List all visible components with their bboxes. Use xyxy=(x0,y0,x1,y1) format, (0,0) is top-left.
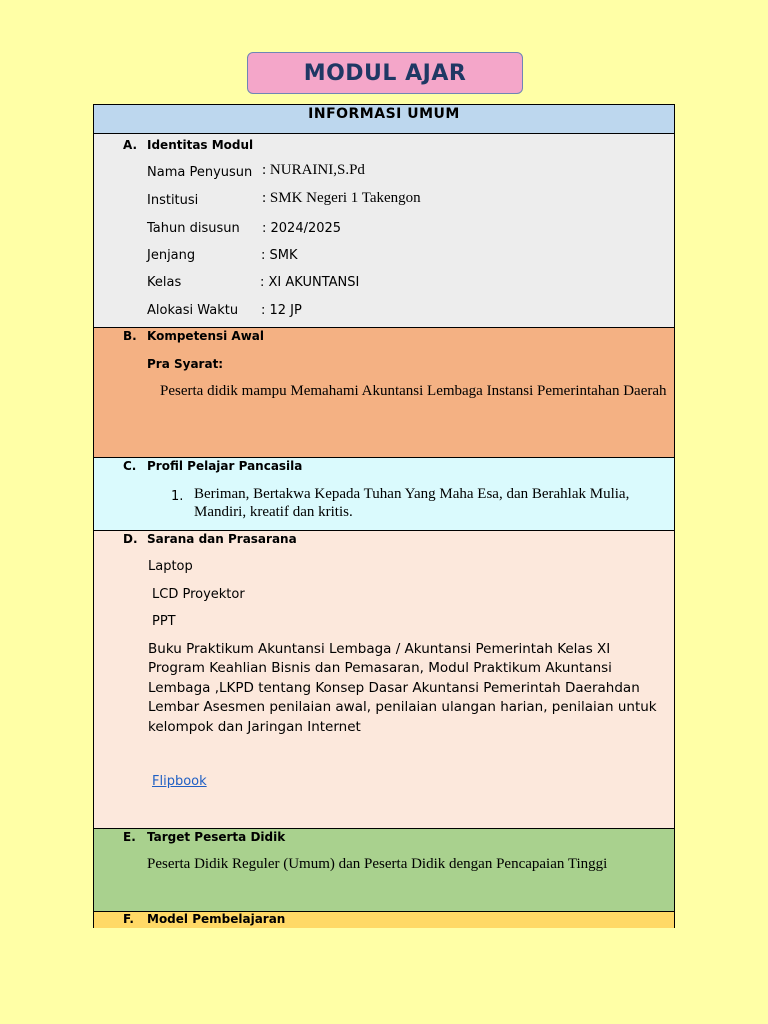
prerequisite-text: Peserta didik mampu Memahami Akuntansi Lembaga Instansi Pemerintahan Daerah xyxy=(160,383,667,399)
flipbook-link[interactable]: Flipbook xyxy=(152,774,207,789)
prerequisite-label: Pra Syarat: xyxy=(147,357,224,371)
row-value: : 12 JP xyxy=(261,303,302,318)
list-number: 1. xyxy=(171,489,184,504)
section-title: Sarana dan Prasarana xyxy=(147,532,297,546)
section-letter: F. xyxy=(123,912,134,926)
section-letter: E. xyxy=(123,830,136,844)
row-value: : 2024/2025 xyxy=(262,221,342,236)
row-value: : XI AKUNTANSI xyxy=(260,275,360,290)
row-value: : SMK Negeri 1 Takengon xyxy=(262,190,421,206)
module-table xyxy=(93,104,675,928)
row-label: Nama Penyusun xyxy=(147,165,253,180)
profile-text: Beriman, Bertakwa Kepada Tuhan Yang Maha Esa, dan Berahlak Mulia, Mandiri, kreatif dan kritis. xyxy=(194,486,630,520)
section-title: Profil Pelajar Pancasila xyxy=(147,459,303,473)
row-value: : NURAINI,S.Pd xyxy=(262,162,365,178)
general-info-header xyxy=(94,105,674,133)
facility-description: Buku Praktikum Akuntansi Lembaga / Akuntansi Pemerintah Kelas XI Program Keahlian Bisnis dan Pemasaran, Modul Praktikum Akuntansi Lembaga ,LKPD tentang Konsep Dasar Akuntansi Pemerintah Daerahdan Lembar Asesmen penilaian awal, penilaian ulangan harian, penilaian untuk kelompok dan Jaringan Internet xyxy=(148,641,657,735)
document-title: MODUL AJAR xyxy=(247,52,523,94)
target-text: Peserta Didik Reguler (Umum) dan Peserta Didik dengan Pencapaian Tinggi xyxy=(147,856,608,872)
row-value: : SMK xyxy=(261,248,298,263)
section-title: Kompetensi Awal xyxy=(147,329,264,343)
row-label: Jenjang xyxy=(147,248,196,263)
section-target-peserta xyxy=(94,828,674,911)
section-letter: A. xyxy=(123,138,138,152)
row-label: Alokasi Waktu xyxy=(147,303,239,318)
section-title: Target Peserta Didik xyxy=(147,830,286,844)
section-title: Identitas Modul xyxy=(147,138,254,152)
section-letter: D. xyxy=(123,532,138,546)
facility-item: Laptop xyxy=(148,559,193,574)
row-label: Tahun disusun xyxy=(147,221,240,236)
section-letter: C. xyxy=(123,459,137,473)
section-title: Model Pembelajaran xyxy=(147,912,286,926)
section-letter: B. xyxy=(123,329,137,343)
section-kompetensi-awal xyxy=(94,327,674,457)
row-label: Institusi xyxy=(147,193,199,208)
facility-item: LCD Proyektor xyxy=(152,587,245,602)
section-identitas-modul xyxy=(94,133,674,327)
section-profil-pancasila xyxy=(94,457,674,530)
section-model-pembelajaran xyxy=(94,911,674,928)
section-sarana-prasarana xyxy=(94,530,674,828)
facility-item: PPT xyxy=(152,614,176,629)
row-label: Kelas xyxy=(147,275,182,290)
header-title: INFORMASI UMUM xyxy=(308,106,460,122)
